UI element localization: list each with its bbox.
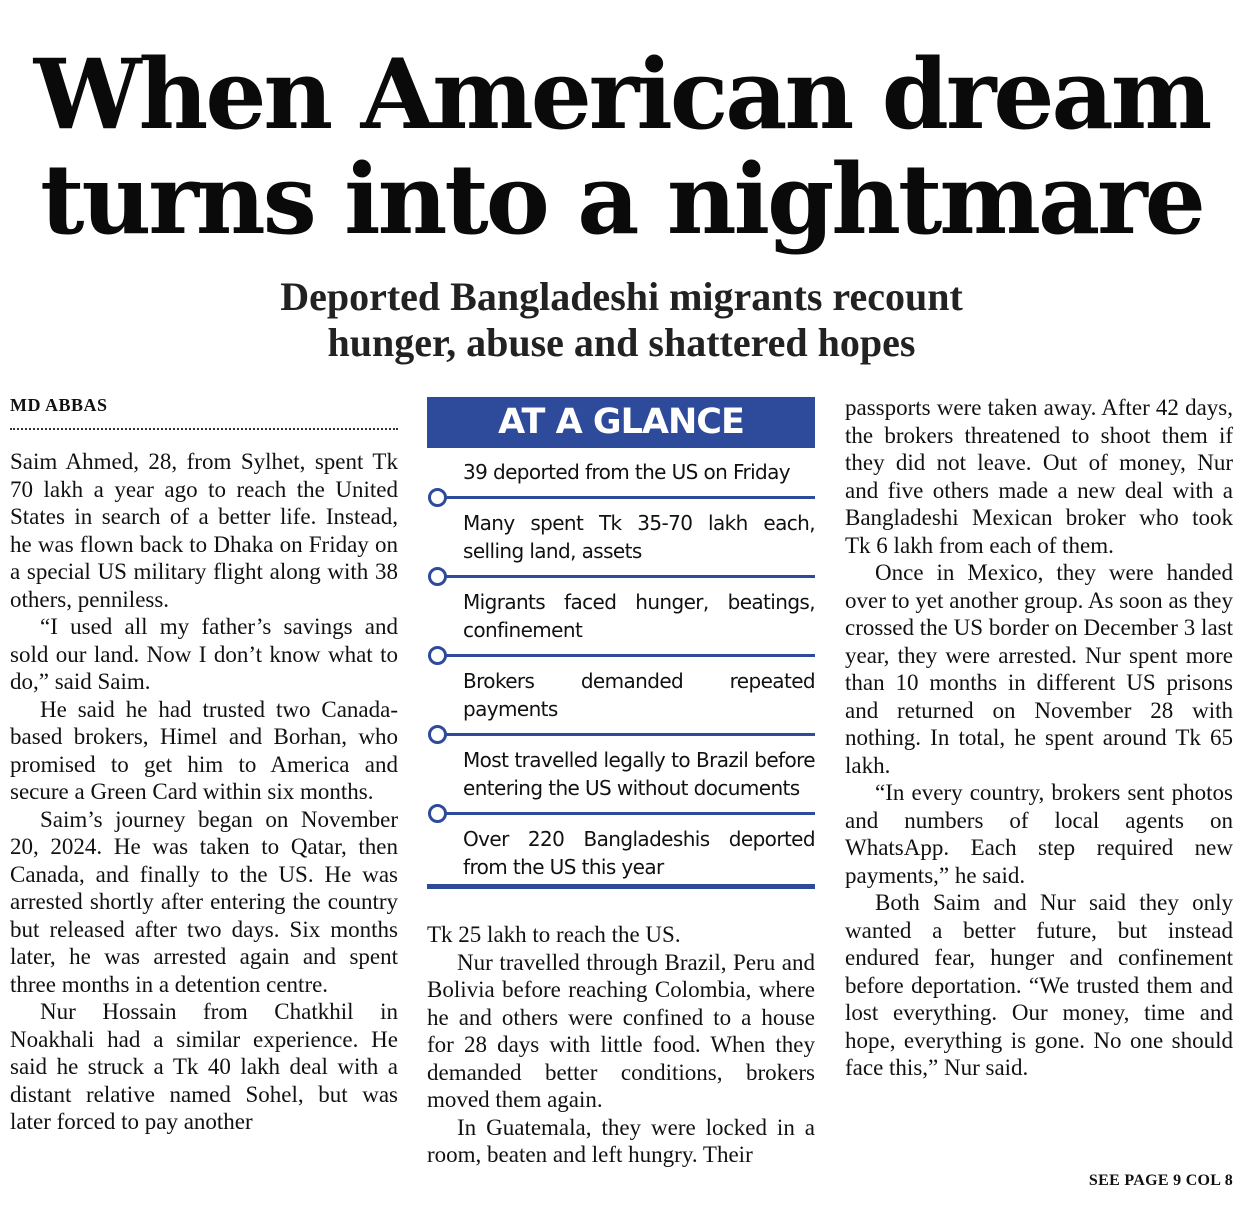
paragraph: passports were taken away. After 42 days, the brokers threatened to shoot them if they did not leave. Out of money, Nur and five others made a new deal with a Bangladeshi Mexican broker who took Tk 6 lakh from each of them. (845, 395, 1233, 558)
paragraph: Once in Mexico, they were handed over to yet another group. As soon as they crossed the US border on December 3 last year, they were arrested. Nur spent more than 10 months in different US prisons and returned on November 28 with nothing. In total, he spent around Tk 65 lakh. (845, 560, 1233, 778)
paragraph: “In every country, brokers sent photos and numbers of local agents on WhatsApp. Each step required new payments,” he said. (845, 780, 1233, 888)
glance-item: Many spent Tk 35-70 lakh each, selling land, assets (463, 511, 815, 563)
headline-line-1: When American dream (33, 38, 1210, 151)
paragraph: Saim’s journey began on November 20, 2024. He was taken to Qatar, then Canada, and finally to the US. He was arrested shortly after entering the country but released after two days. Six months later, he was arrested again and spent three months in a detention centre. (10, 806, 398, 997)
glance-item: Brokers demanded repeated payments (463, 669, 815, 721)
at-a-glance-title: AT A GLANCE (427, 397, 815, 448)
subheadline-line-2: hunger, abuse and shattered hopes (327, 320, 916, 365)
paragraph: “I used all my father’s savings and sold our land. Now I don’t know what to do,” said Saim. (10, 614, 398, 694)
paragraph: Saim Ahmed, 28, from Sylhet, spent Tk 70 lakh a year ago to reach the United States in search of a better life. Instead, he was flown back to Dhaka on Friday on a special US military flight along with 38 others, penniless. (10, 449, 398, 612)
article-column-3 (845, 394, 1233, 1082)
paragraph: Tk 25 lakh to reach the US. (427, 922, 681, 947)
headline (0, 38, 1243, 256)
paragraph: Nur Hossain from Chatkhil in Noakhali had a similar experience. He said he struck a Tk 40 lakh deal with a distant relative named Sohel, but was later forced to pay another (10, 999, 398, 1134)
at-a-glance-list (427, 448, 815, 891)
at-a-glance-box (427, 397, 815, 889)
glance-item: Most travelled legally to Brazil before entering the US without documents (463, 748, 815, 800)
subheadline (0, 274, 1243, 366)
article-column-2 (427, 921, 815, 1169)
paragraph: He said he had trusted two Canada-based brokers, Himel and Borhan, who promised to get him to America and secure a Green Card within six months. (10, 696, 398, 804)
glance-item: Migrants faced hunger, beatings, confinement (463, 590, 815, 642)
headline-line-2: turns into a nightmare (40, 143, 1203, 256)
paragraph: Nur travelled through Brazil, Peru and Bolivia before reaching Colombia, where he and others were confined to a house for 28 days with little food. When they demanded better conditions, brokers moved them again. (427, 949, 815, 1112)
byline: MD ABBAS (10, 395, 398, 430)
paragraph: Both Saim and Nur said they only wanted a better future, but instead endured fear, hunger and confinement before deportation. “We trusted them and lost everything. Our money, time and hope, everything is gone. No one should face this,” Nur said. (845, 890, 1233, 1080)
glance-item: Over 220 Bangladeshis deported from the US this year (463, 827, 815, 879)
continued-on-page-jump: SEE PAGE 9 COL 8 (1088, 1172, 1233, 1189)
subheadline-line-1: Deported Bangladeshi migrants recount (280, 274, 963, 319)
article-column-1 (10, 448, 398, 1136)
glance-bottom-rule (427, 884, 815, 889)
glance-item: 39 deported from the US on Friday (463, 460, 791, 484)
paragraph: In Guatemala, they were locked in a room, beaten and left hungry. Their (427, 1114, 815, 1167)
